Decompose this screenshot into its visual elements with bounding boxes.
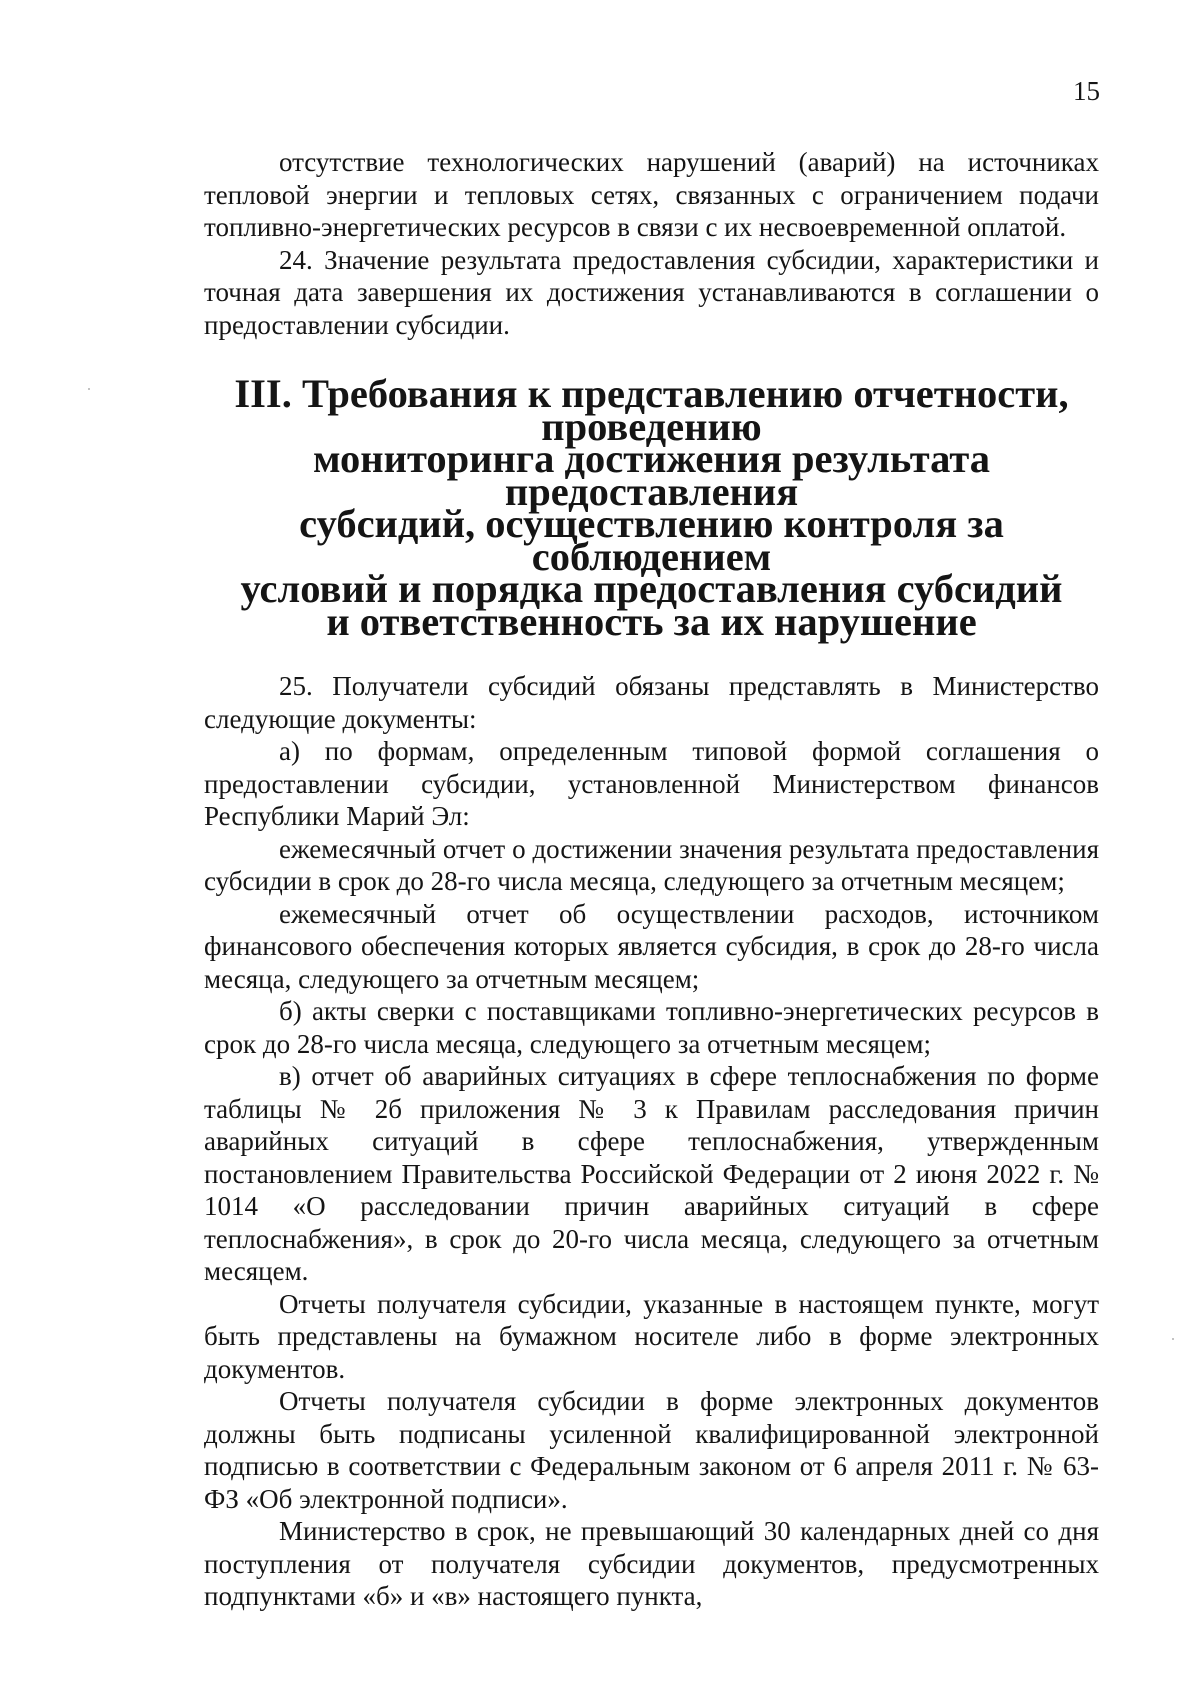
paragraph: а) по формам, определенным типовой формой соглашения о предоставлении субсидии, установленной Министерством финансов Республики Марий Эл: — [204, 736, 1099, 831]
section-heading-line: субсидий, осуществлению контроля за соблюдением — [299, 501, 1004, 579]
document-body — [204, 146, 1099, 1613]
paragraph: отсутствие технологических нарушений (аварий) на источниках тепловой энергии и тепловых сетях, связанных с ограничением подачи топливно-энергетических ресурсов в связи с их несвоевременной оплатой. — [204, 147, 1099, 242]
paragraph: б) акты сверки с поставщиками топливно-энергетических ресурсов в срок до 28-го числа месяца, следующего за отчетным месяцем; — [204, 996, 1099, 1059]
paragraph: 24. Значение результата предоставления субсидии, характеристики и точная дата завершения их достижения устанавливаются в соглашении о предоставлении субсидии. — [204, 244, 1099, 340]
paragraph: ежемесячный отчет о достижении значения результата предоставления субсидии в срок до 28-го числа месяца, следующего за отчетным месяцем; — [204, 833, 1099, 896]
section-heading-line: III. Требования к представлению отчетности, проведению — [234, 371, 1069, 449]
paragraph: 25. Получатели субсидий обязаны представлять в Министерство следующие документы: — [204, 671, 1099, 734]
paragraph: ежемесячный отчет об осуществлении расходов, источником финансового обеспечения которых является субсидия, в срок до 28-го числа месяца, следующего за отчетным месяцем; — [204, 898, 1099, 994]
scan-speck — [88, 388, 90, 390]
section-heading-line: условий и порядка предоставления субсидий — [240, 566, 1063, 611]
section-heading-line: и ответственность за их нарушение — [326, 598, 977, 644]
paragraph: Отчеты получателя субсидии, указанные в настоящем пункте, могут быть представлены на бумажном носителе либо в форме электронных документов. — [204, 1288, 1099, 1384]
page-number: 15 — [1073, 76, 1100, 106]
paragraph: Министерство в срок, не превышающий 30 календарных дней со дня поступления от получателя субсидии документов, предусмотренных подпунктами «б» и «в» настоящего пункта, — [204, 1516, 1099, 1611]
section-heading — [204, 371, 1099, 644]
scan-speck — [1172, 1338, 1174, 1340]
paragraph: в) отчет об аварийных ситуациях в сфере теплоснабжения по форме таблицы № 2б приложения № 3 к Правилам расследования причин аварийных ситуаций в сфере теплоснабжения, утвержденным постановлением Правительства Российской Федерации от 2 июня 2022 г. № 1014 «О расследовании причин аварийных ситуаций в сфере теплоснабжения», в срок до 20-го числа месяца, следующего за отчетным месяцем. — [204, 1061, 1099, 1286]
section-heading-line: мониторинга достижения результата предоставления — [313, 436, 990, 514]
paragraph: Отчеты получателя субсидии в форме электронных документов должны быть подписаны усиленной квалифицированной электронной подписью в соответствии с Федеральным законом от 6 апреля 2011 г. № 63-ФЗ «Об электронной подписи». — [204, 1386, 1099, 1514]
